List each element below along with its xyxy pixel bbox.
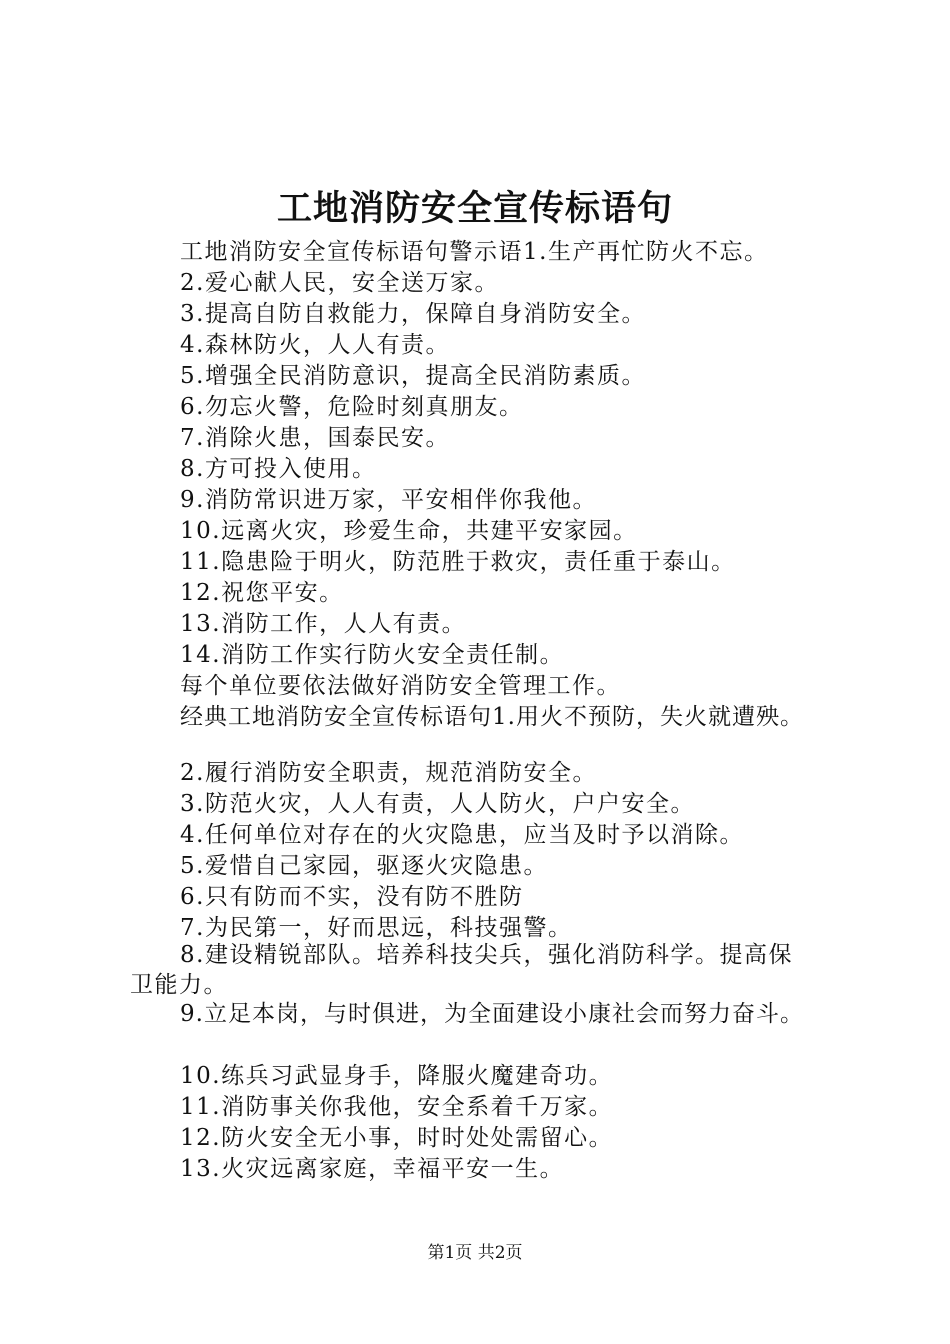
text-line: 经典工地消防安全宣传标语句1.用火不预防，失火就遭殃。 <box>180 704 804 730</box>
text-line: 10.练兵习武显身手，降服火魔建奇功。 <box>180 1063 614 1089</box>
text-line: 8.方可投入使用。 <box>180 456 377 482</box>
text-line: 5.爱惜自己家园，驱逐火灾隐患。 <box>180 853 548 879</box>
text-line: 4.任何单位对存在的火灾隐患，应当及时予以消除。 <box>180 822 744 848</box>
text-line: 12.防火安全无小事，时时处处需留心。 <box>180 1125 614 1151</box>
text-line: 2.履行消防安全职责，规范消防安全。 <box>180 760 597 786</box>
text-line: 13.消防工作，人人有责。 <box>180 611 467 637</box>
text-line: 5.增强全民消防意识，提高全民消防素质。 <box>180 363 646 389</box>
text-line: 3.提高自防自救能力，保障自身消防安全。 <box>180 301 646 327</box>
document-title: 工地消防安全宣传标语句 <box>276 188 673 229</box>
text-line: 10.远离火灾，珍爱生命，共建平安家园。 <box>180 518 638 544</box>
text-line: 7.为民第一，好而思远，科技强警。 <box>180 915 573 941</box>
page-footer: 第1页 共2页 <box>427 1243 523 1263</box>
text-line: 9.立足本岗，与时俱进，为全面建设小康社会而努力奋斗。 <box>180 1001 804 1027</box>
text-line: 卫能力。 <box>130 972 228 998</box>
text-line: 7.消除火患，国泰民安。 <box>180 425 450 451</box>
text-line: 2.爱心献人民，安全送万家。 <box>180 270 499 296</box>
text-line: 12.祝您平安。 <box>180 580 344 606</box>
text-line: 8.建设精锐部队。培养科技尖兵，强化消防科学。提高保 <box>180 942 793 968</box>
text-line: 每个单位要依法做好消防安全管理工作。 <box>180 673 621 699</box>
text-line: 工地消防安全宣传标语句警示语1.生产再忙防火不忘。 <box>180 239 769 265</box>
text-line: 9.消防常识进万家，平安相伴你我他。 <box>180 487 597 513</box>
text-line: 14.消防工作实行防火安全责任制。 <box>180 642 565 668</box>
text-line: 11.隐患险于明火，防范胜于救灾，责任重于泰山。 <box>180 549 736 575</box>
text-line: 3.防范火灾，人人有责，人人防火，户户安全。 <box>180 791 695 817</box>
text-line: 4.森林防火，人人有责。 <box>180 332 450 358</box>
text-line: 6.只有防而不实，没有防不胜防 <box>180 884 524 910</box>
text-line: 13.火灾远离家庭，幸福平安一生。 <box>180 1156 565 1182</box>
text-line: 11.消防事关你我他，安全系着千万家。 <box>180 1094 614 1120</box>
text-line: 6.勿忘火警，危险时刻真朋友。 <box>180 394 524 420</box>
